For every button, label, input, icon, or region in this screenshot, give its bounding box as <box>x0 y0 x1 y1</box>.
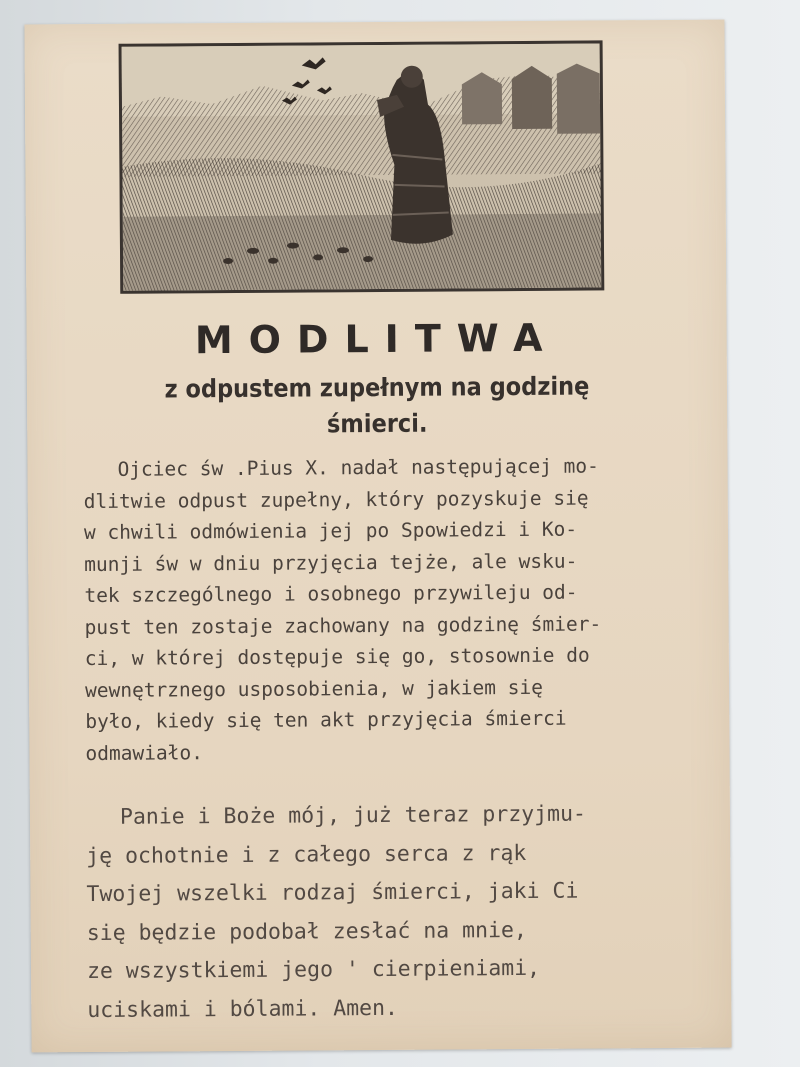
text-line: dlitwie odpust zupełny, który pozyskuje się <box>83 486 589 513</box>
text-line: się będzie podobał zesłać na mnie, <box>86 917 527 946</box>
text-line: uciskami i bólami. Amen. <box>87 995 399 1023</box>
text-line: Panie i Boże mój, już teraz przyjmu- <box>119 801 587 830</box>
text-line: ci, w której dostępuje się go, stosownie do <box>84 643 590 671</box>
subtitle-line: śmierci. <box>326 408 428 439</box>
text-line: Twojej wszelki rodzaj śmierci, jaki Ci <box>86 878 579 908</box>
indulgence-paragraph <box>83 450 645 769</box>
subtitle-line: z odpustem zupełnym na godzinę <box>164 371 590 404</box>
text-line: w chwili odmówienia jej po Spowiedzi i Ko- <box>83 517 578 545</box>
text-line: tek szczególnego i osobnego przywileju od- <box>84 580 578 608</box>
prayer-title: MODLITWA <box>194 315 559 363</box>
engraving-illustration <box>119 40 605 293</box>
prayer-paragraph <box>86 795 648 1030</box>
text-line: Ojciec św .Pius X. nadał następującej mo- <box>117 454 599 481</box>
saint-with-birds-engraving <box>122 43 602 290</box>
prayer-card <box>24 20 731 1053</box>
text-line: ję ochotnie i z całego serca z rąk <box>86 840 527 869</box>
text-line: wewnętrznego usposobienia, w jakiem się <box>84 675 544 702</box>
text-line: było, kiedy się ten akt przyjęcia śmierci <box>85 706 567 734</box>
prayer-subtitle <box>62 368 692 444</box>
text-line: ze wszystkiemi jego ' cierpieniami, <box>86 955 541 985</box>
text-line: munji św w dniu przyjęcia tejże, ale wsku- <box>84 549 578 576</box>
text-line: odmawiało. <box>85 740 203 765</box>
text-line: pust ten zostaje zachowany na godzinę śmier- <box>84 611 602 639</box>
